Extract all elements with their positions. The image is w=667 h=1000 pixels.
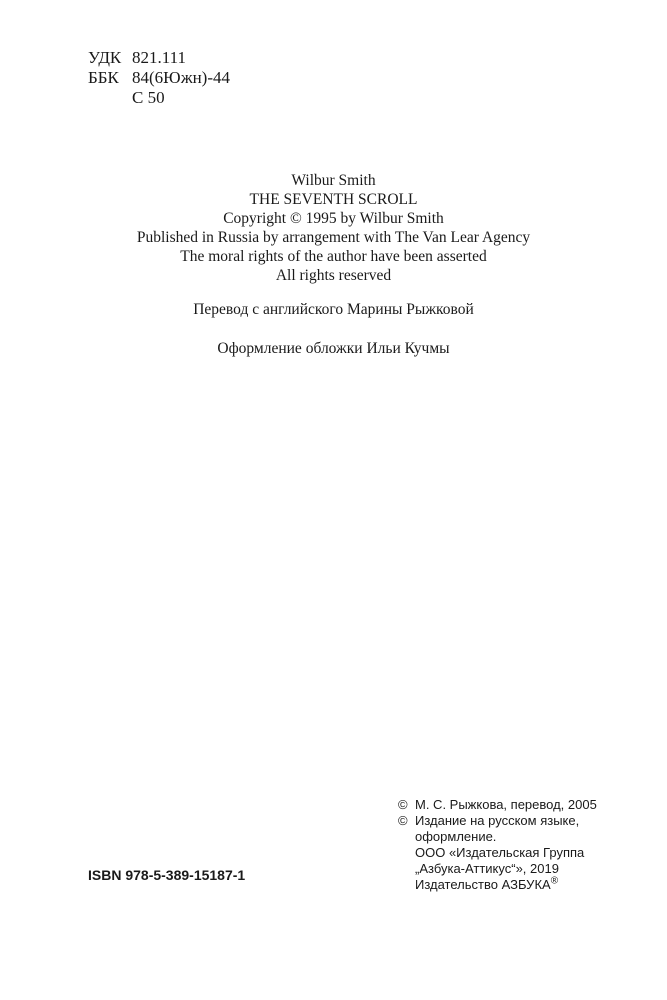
udk-value: 821.111 (132, 48, 186, 67)
edition-line: оформление. (415, 829, 497, 844)
translation-copyright-text: М. С. Рыжкова, перевод, 2005 (415, 797, 597, 812)
bbk-label: ББК (88, 68, 119, 87)
translation-copyright-entry (398, 797, 597, 813)
bbk-line (88, 68, 230, 88)
registered-mark: ® (550, 875, 559, 887)
edition-line: Издание на русском языке, (415, 813, 580, 828)
publisher-name: Издательство АЗБУКА (415, 877, 551, 892)
moral-rights-note: The moral rights of the author have been asserted (180, 248, 487, 265)
copyright-symbol: © (398, 813, 408, 828)
udk-label: УДК (88, 48, 122, 67)
original-title: THE SEVENTH SCROLL (249, 191, 418, 208)
rights-reserved-note: All rights reserved (275, 267, 392, 284)
isbn: ISBN 978-5-389-15187-1 (88, 867, 246, 883)
original-author: Wilbur Smith (291, 172, 376, 189)
original-copyright: Copyright © 1995 by Wilbur Smith (223, 210, 444, 227)
edition-line: „Азбука-Аттикус“», 2019 (415, 861, 559, 876)
copyright-notices (398, 797, 597, 893)
bbk-value: 84(6Южн)-44 (132, 68, 231, 87)
arrangement-note: Published in Russia by arrangement with The Van Lear Agency (136, 229, 531, 246)
udk-line (88, 48, 230, 68)
publisher-line (415, 877, 584, 893)
copyright-symbol: © (398, 797, 408, 812)
edition-copyright-entry (398, 813, 597, 893)
cover-design-credit: Оформление обложки Ильи Кучмы (217, 340, 450, 357)
author-mark: С 50 (132, 88, 165, 107)
translation-credit: Перевод с английского Марины Рыжковой (193, 301, 474, 318)
edition-line: ООО «Издательская Группа (415, 845, 585, 860)
original-edition-block (0, 171, 667, 285)
classification-block (88, 48, 230, 108)
